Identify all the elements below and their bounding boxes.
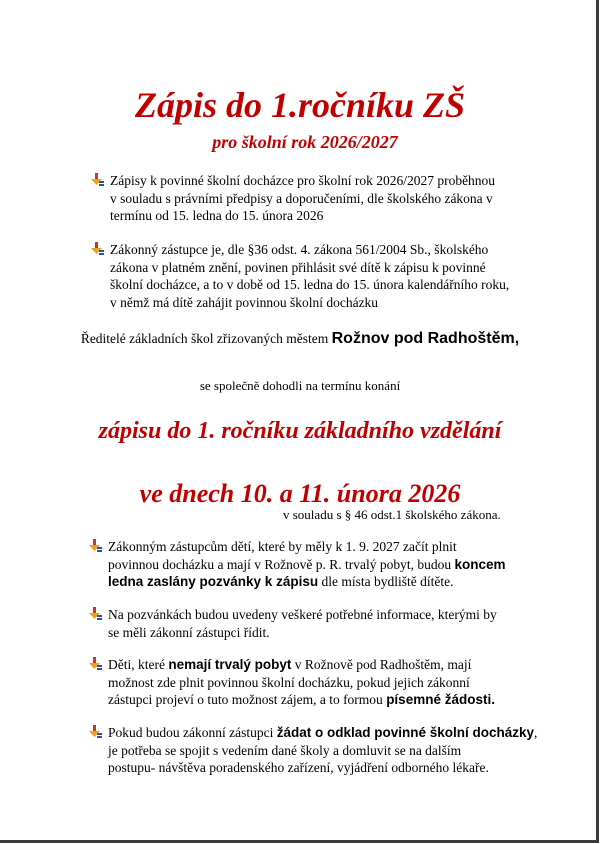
info-bullet-invitations (108, 538, 505, 591)
arrow-bullet-icon (91, 242, 104, 255)
arrow-bullet-icon (89, 725, 102, 738)
agreed-line: se společně dohodli na termínu konání (199, 378, 401, 393)
intro-bullet-1 (110, 172, 495, 225)
arrow-bullet-icon (91, 173, 104, 186)
bullet-text: dle místa bydliště dítěte. (318, 574, 454, 589)
bullet-line (108, 691, 495, 709)
bullet-emphasis: nemají trvalý pobyt (168, 657, 292, 672)
bullet-emphasis: koncem (454, 556, 506, 572)
arrow-bullet-icon (89, 607, 102, 620)
bullet-text: , (534, 725, 538, 740)
bullet-line: možnost zde plnit povinnou školní docházku, pokud jejich zákonní (108, 674, 470, 690)
bullet-line: je potřeba se spojit s vedením dané školy a domluvit se na dalším (108, 742, 462, 758)
bullet-text: Pokud budou zákonní zástupci (108, 725, 277, 740)
bullet-line (108, 656, 495, 674)
bullet-text: zástupci projeví o tuto možnost zájem, a to formou (108, 692, 387, 707)
bullet-line: Zákonným zástupcům dětí, které by měly k 1. 9. 2027 začít plnit (108, 539, 457, 554)
bullet-emphasis: žádat o odklad povinné školní docházky (276, 725, 535, 740)
directors-suffix: , (514, 330, 520, 347)
bullet-emphasis: písemné žádosti. (386, 692, 495, 707)
directors-line (0, 330, 600, 348)
arrow-bullet-icon (89, 657, 102, 670)
info-bullet-information (108, 606, 497, 641)
bullet-text: povinnou docházku a mají v Rožnově p. R. trvalý pobyt, budou (108, 556, 455, 572)
bullet-text: Děti, které (108, 657, 169, 672)
bullet-line: Na pozvánkách budou uvedeny veškeré potřebné informace, kterými by (108, 607, 497, 622)
bullet-line: zákona v platném znění, povinen přihlásit své dítě k zápisu k povinné (110, 259, 486, 275)
page-title: Zápis do 1.ročníku ZŠ (134, 85, 466, 125)
bullet-line (108, 724, 537, 742)
headline-dates: ve dnech 10. a 11. února 2026 (139, 479, 461, 508)
bullet-line: školní docházce, a to v době od 15. ledna do 15. února kalendářního roku, (110, 277, 510, 292)
bullet-line: v němž má dítě zahájit povinnou školní docházku (110, 294, 379, 310)
page-subtitle: pro školní rok 2026/2027 (212, 132, 398, 152)
city-name: Rožnov pod Radhoštěm (331, 330, 515, 347)
bullet-line: termínu od 15. ledna do 15. února 2026 (110, 208, 324, 223)
directors-text: Ředitelé základních škol zřizovaných městem (80, 331, 332, 346)
bullet-line: v souladu s právními předpisy a doporučeními, dle školského zákona v (110, 190, 493, 206)
bullet-line: se měli zákonní zástupci řídit. (108, 624, 270, 640)
info-bullet-no-residence (108, 656, 495, 709)
info-bullet-deferral (108, 724, 537, 777)
bullet-line: Zákonný zástupce je, dle §36 odst. 4. zákona 561/2004 Sb., školského (110, 242, 489, 257)
bullet-emphasis: ledna zaslány pozvánky k zápisu (108, 574, 319, 589)
bullet-line: Zápisy k povinné školní docházce pro školní rok 2026/2027 proběhnou (110, 173, 496, 188)
bullet-line: postupu- návštěva poradenského zařízení, vyjádření odborného lékaře. (108, 760, 489, 775)
law-note: v souladu s § 46 odst.1 školského zákona. (283, 507, 501, 522)
bullet-line (108, 573, 505, 591)
intro-bullet-2 (110, 241, 509, 311)
arrow-bullet-icon (89, 539, 102, 552)
bullet-line (108, 556, 505, 574)
bullet-text: v Rožnově pod Radhoštěm, mají (291, 657, 472, 672)
headline-enrollment: zápisu do 1. ročníku základního vzdělání (98, 418, 502, 444)
